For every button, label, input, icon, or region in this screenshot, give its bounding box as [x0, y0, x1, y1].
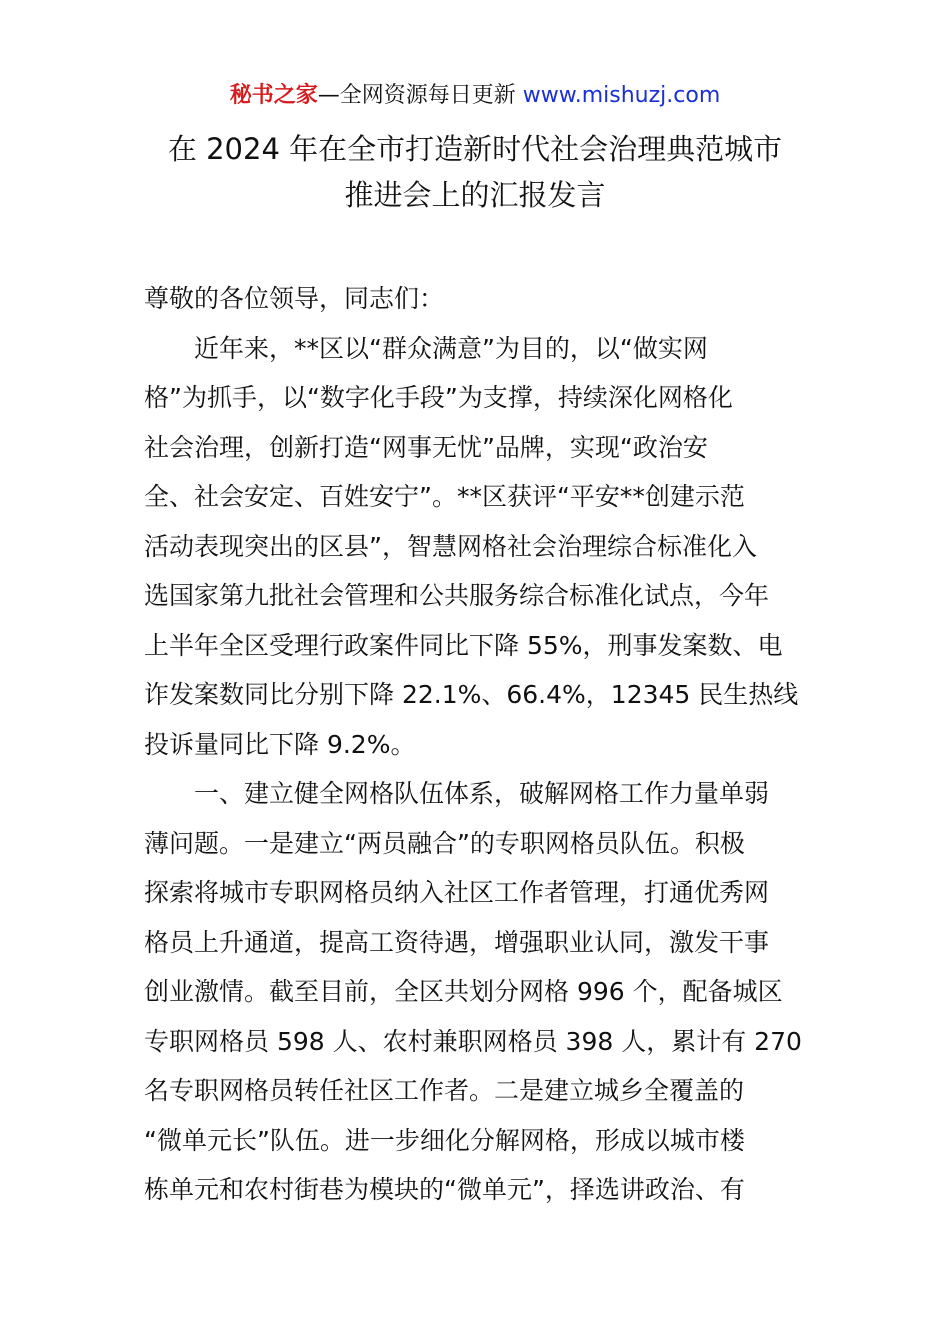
paragraph-line: 探索将城市专职网格员纳入社区工作者管理，打通优秀网	[144, 878, 770, 907]
paragraph-line: 选国家第九批社会管理和公共服务综合标准化试点，今年	[144, 581, 770, 610]
paragraph-line: 活动表现突出的区县”，智慧网格社会治理综合标准化入	[144, 531, 757, 561]
document-title	[100, 126, 850, 218]
paragraph-1	[144, 324, 814, 770]
document-body	[144, 274, 814, 1215]
paragraph-line: “微单元长”队伍。进一步细化分解网格，形成以城市楼	[144, 1125, 745, 1155]
paragraph-line: 近年来，**区以“群众满意”为目的，以“做实网	[194, 333, 708, 363]
paragraph-line: 上半年全区受理行政案件同比下降 55%，刑事发案数、电	[144, 630, 783, 660]
paragraph-line: 投诉量同比下降 9.2%。	[144, 729, 416, 759]
paragraph-line: 专职网格员 598 人、农村兼职网格员 398 人，累计有 270	[144, 1026, 802, 1056]
paragraph-line: 社会治理，创新打造“网事无忧”品牌，实现“政治安	[144, 432, 708, 462]
paragraph-line: 格”为抓手，以“数字化手段”为支撑，持续深化网格化	[144, 383, 733, 412]
site-tagline: —全网资源每日更新	[317, 83, 523, 108]
paragraph-line: 一、建立健全网格队伍体系，破解网格工作力量单弱	[194, 779, 770, 808]
paragraph-line: 全、社会安定、百姓安宁”。**区获评“平安**创建示范	[144, 482, 745, 511]
paragraph-2	[144, 769, 814, 1215]
title-line-1: 在 2024 年在全市打造新时代社会治理典范城市	[167, 132, 783, 166]
paragraph-line: 创业激情。截至目前，全区共划分网格 996 个，配备城区	[144, 977, 783, 1006]
salutation: 尊敬的各位领导，同志们：	[144, 284, 445, 313]
paragraph-line: 格员上升通道，提高工资待遇，增强职业认同，激发干事	[144, 927, 770, 957]
site-url-link[interactable]: www.mishuzj.com	[522, 83, 721, 108]
site-name: 秘书之家	[229, 83, 318, 108]
paragraph-line: 诈发案数同比分别下降 22.1%、66.4%，12345 民生热线	[144, 680, 799, 709]
paragraph-line: 名专职网格员转任社区工作者。二是建立城乡全覆盖的	[144, 1076, 745, 1105]
paragraph-line: 栋单元和农村街巷为模块的“微单元”，择选讲政治、有	[144, 1175, 745, 1204]
title-line-2: 推进会上的汇报发言	[344, 178, 606, 212]
site-header	[0, 82, 950, 110]
paragraph-line: 薄问题。一是建立“两员融合”的专职网格员队伍。积极	[144, 828, 745, 858]
